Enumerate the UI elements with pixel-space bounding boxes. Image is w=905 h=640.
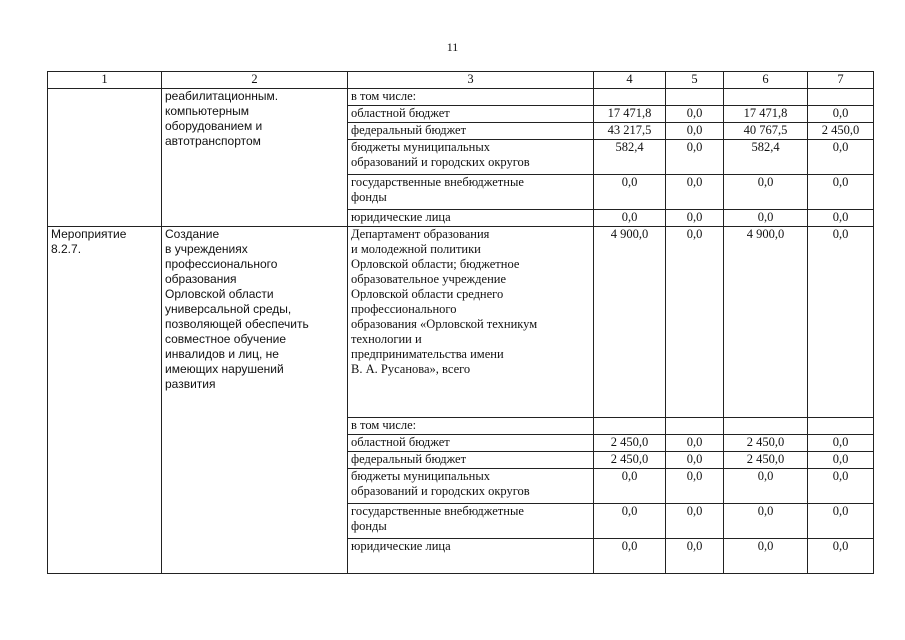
activity-number-cell xyxy=(48,89,162,227)
value-col-6: 17 471,8 xyxy=(724,106,808,123)
value-col-6: 0,0 xyxy=(724,175,808,210)
activity-description-cell: реабилитационным. компьютерным оборудованием и автотранспортом xyxy=(162,89,348,227)
value-col-7: 2 450,0 xyxy=(808,123,874,140)
value-col-6: 4 900,0 xyxy=(724,227,808,418)
value-col-5: 0,0 xyxy=(666,539,724,574)
value-col-6: 0,0 xyxy=(724,469,808,504)
value-col-4: 582,4 xyxy=(594,140,666,175)
page-number: 11 xyxy=(446,40,459,54)
value-col-7: 0,0 xyxy=(808,106,874,123)
value-col-7: 0,0 xyxy=(808,504,874,539)
header-col-1: 1 xyxy=(48,72,162,89)
value-col-5: 0,0 xyxy=(666,227,724,418)
value-col-7: 0,0 xyxy=(808,175,874,210)
value-col-5: 0,0 xyxy=(666,175,724,210)
value-col-5: 0,0 xyxy=(666,504,724,539)
value-col-6: 2 450,0 xyxy=(724,435,808,452)
value-col-6: 0,0 xyxy=(724,504,808,539)
value-col-4: 0,0 xyxy=(594,539,666,574)
value-col-6 xyxy=(724,89,808,106)
source-label: федеральный бюджет xyxy=(348,452,594,469)
value-col-6: 0,0 xyxy=(724,210,808,227)
header-row xyxy=(48,72,874,89)
value-col-4: 17 471,8 xyxy=(594,106,666,123)
source-label: в том числе: xyxy=(348,89,594,106)
value-col-7 xyxy=(808,89,874,106)
header-col-2: 2 xyxy=(162,72,348,89)
source-label: бюджеты муниципальных образований и городских округов xyxy=(348,469,594,504)
value-col-5 xyxy=(666,418,724,435)
value-col-5: 0,0 xyxy=(666,106,724,123)
value-col-7: 0,0 xyxy=(808,435,874,452)
activity-number-cell: Мероприятие 8.2.7. xyxy=(48,227,162,574)
value-col-7: 0,0 xyxy=(808,140,874,175)
budget-table xyxy=(47,71,874,574)
value-col-4 xyxy=(594,418,666,435)
value-col-6: 2 450,0 xyxy=(724,452,808,469)
header-col-3: 3 xyxy=(348,72,594,89)
source-label: Департамент образования и молодежной политики Орловской области; бюджетное образовательное учреждение Орловской области среднего профессионального образования «Орловской техникум технологии и предпринимательства имени В. А. Русанова», всего xyxy=(348,227,594,418)
activity-description-cell: Создание в учреждениях профессионального образования Орловской области универсальной среды, позволяющей обеспечить совместное обучение инвалидов и лиц, не имеющих нарушений развития xyxy=(162,227,348,574)
value-col-5 xyxy=(666,89,724,106)
header-col-4: 4 xyxy=(594,72,666,89)
source-label: бюджеты муниципальных образований и городских округов xyxy=(348,140,594,175)
value-col-4: 2 450,0 xyxy=(594,452,666,469)
value-col-5: 0,0 xyxy=(666,210,724,227)
value-col-6 xyxy=(724,418,808,435)
value-col-4: 0,0 xyxy=(594,469,666,504)
source-label: федеральный бюджет xyxy=(348,123,594,140)
value-col-6: 40 767,5 xyxy=(724,123,808,140)
value-col-5: 0,0 xyxy=(666,452,724,469)
source-label: областной бюджет xyxy=(348,435,594,452)
source-label: юридические лица xyxy=(348,539,594,574)
value-col-6: 0,0 xyxy=(724,539,808,574)
value-col-4: 0,0 xyxy=(594,504,666,539)
value-col-5: 0,0 xyxy=(666,140,724,175)
value-col-7: 0,0 xyxy=(808,210,874,227)
table-row xyxy=(48,89,874,106)
value-col-7: 0,0 xyxy=(808,227,874,418)
value-col-4: 43 217,5 xyxy=(594,123,666,140)
value-col-4: 0,0 xyxy=(594,175,666,210)
header-col-6: 6 xyxy=(724,72,808,89)
header-col-5: 5 xyxy=(666,72,724,89)
source-label: государственные внебюджетные фонды xyxy=(348,175,594,210)
value-col-7: 0,0 xyxy=(808,539,874,574)
value-col-4: 0,0 xyxy=(594,210,666,227)
value-col-7: 0,0 xyxy=(808,469,874,504)
value-col-5: 0,0 xyxy=(666,469,724,504)
source-label: в том числе: xyxy=(348,418,594,435)
value-col-6: 582,4 xyxy=(724,140,808,175)
header-col-7: 7 xyxy=(808,72,874,89)
value-col-5: 0,0 xyxy=(666,435,724,452)
source-label: областной бюджет xyxy=(348,106,594,123)
value-col-7: 0,0 xyxy=(808,452,874,469)
value-col-5: 0,0 xyxy=(666,123,724,140)
table-row xyxy=(48,227,874,418)
value-col-4 xyxy=(594,89,666,106)
value-col-7 xyxy=(808,418,874,435)
value-col-4: 4 900,0 xyxy=(594,227,666,418)
source-label: юридические лица xyxy=(348,210,594,227)
source-label: государственные внебюджетные фонды xyxy=(348,504,594,539)
value-col-4: 2 450,0 xyxy=(594,435,666,452)
